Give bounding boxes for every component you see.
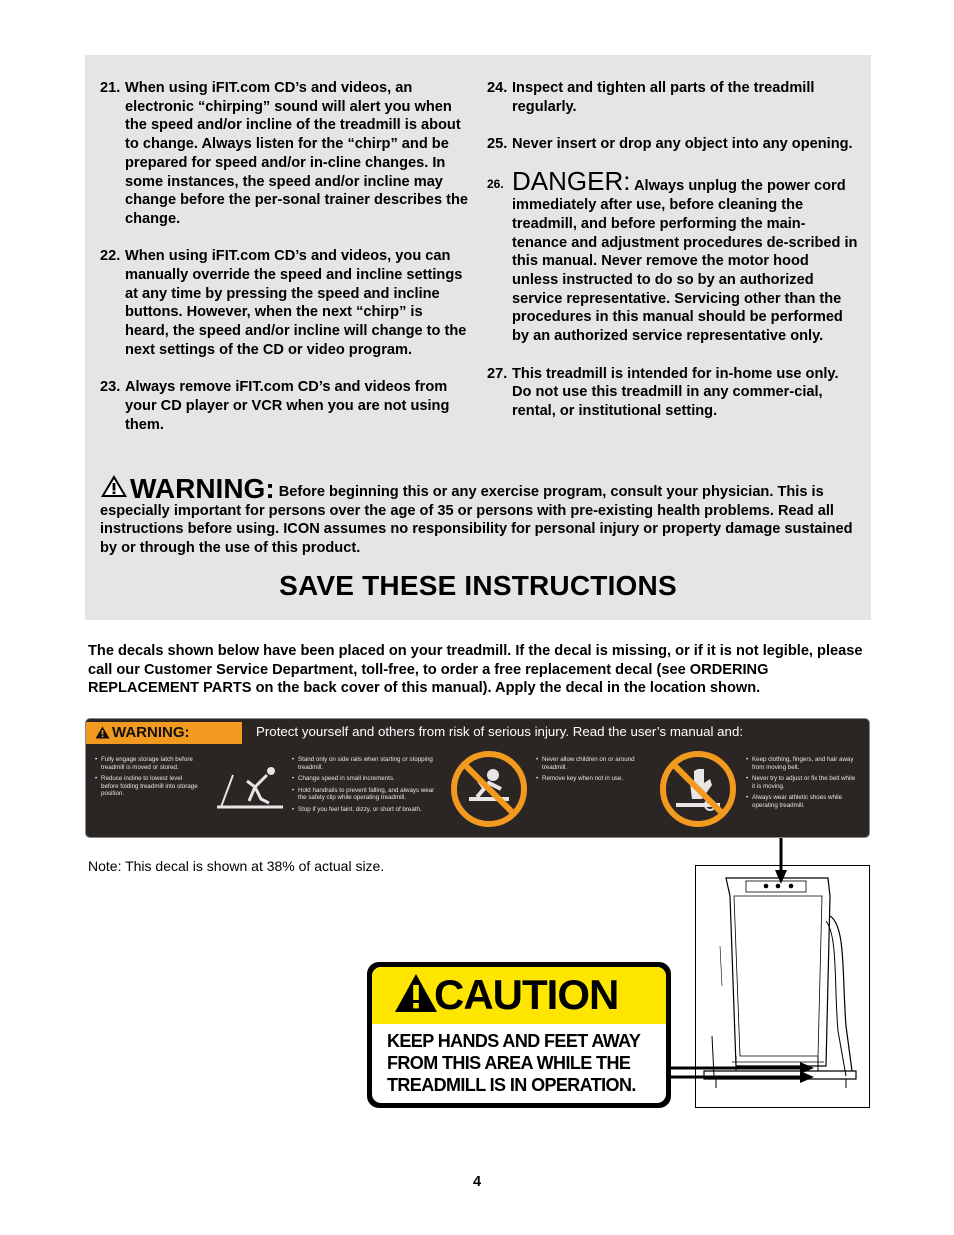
caution-text: KEEP HANDS AND FEET AWAY FROM THIS AREA WHILE THE TREADMILL IS IN OPERATION. [387, 1031, 640, 1095]
danger-text: Always unplug the power cord immediately after use, before cleaning the treadmill, and before performing the main-tenance and adjustment procedures de-scribed in this manual. Never remove the motor hood unless instructed to do so by an authorized service representative. Servicing other than the procedures in this manual should be performed by an authorized service representative only. [512, 178, 858, 345]
danger-heading: DANGER: [512, 166, 631, 197]
decal-list-item: • Always wear athletic shoes while operating treadmill. [746, 794, 856, 809]
decal-list-item: • Never allow children on or around treadmill. [536, 756, 648, 771]
decal-list-storage [95, 756, 199, 802]
item-number: 21. [100, 80, 121, 96]
decal-list-item: • Hold handrails to prevent falling, and always wear the safety clip while operating treadmill. [292, 787, 442, 802]
danger-item [487, 166, 859, 345]
decal-list-item: • Reduce incline to lowest level before folding treadmill into storage position. [95, 775, 199, 798]
item-text: When using iFIT.com CD’s and videos, an electronic “chirping” sound will alert you when the speed and/or incline of the treadmill is about to change. Always listen for the “chirp” and be prepared for speed and/or in-cline changes. In some instances, the speed and/or incline may change before the per-sonal trainer describes the change. [125, 80, 469, 227]
warning-paragraph [100, 474, 860, 558]
item-number: 24. [487, 80, 508, 96]
warning-triangle-icon [394, 973, 438, 1013]
item-number: 23. [100, 379, 121, 396]
warning-triangle-icon [95, 726, 110, 739]
item-text: Inspect and tighten all parts of the treadmill regularly. [512, 80, 815, 115]
decal-header-text: Protect yourself and others from risk of serious injury. Read the user’s manual and: [256, 724, 744, 739]
decal-list-operation [292, 756, 442, 818]
no-hands-near-belt-icon [658, 749, 738, 829]
item-text: Never insert or drop any object into any opening. [512, 136, 853, 153]
decal-list-item: • Never try to adjust or fix the belt while it is moving. [746, 775, 856, 790]
falling-person-icon [211, 757, 291, 823]
no-children-icon [449, 749, 529, 829]
decals-intro-text: The decals shown below have been placed on your treadmill. If the decal is missing, or if it is not legible, please call our Customer Service Department, toll-free, to order a free replacement decal (see ORDERING REPLACEMENT PARTS on the back cover of this manual). Apply the decal in the location shown. [88, 643, 863, 696]
instruction-item [100, 79, 470, 229]
decal-list-children [536, 756, 648, 787]
item-text [512, 166, 859, 345]
item-number: 25. [487, 136, 508, 153]
page-number: 4 [472, 1174, 482, 1190]
warning-text: Before beginning this or any exercise program, consult your physician. This is especially important for persons over the age of 35 or persons with pre-existing health problems. Read all instructions before using. ICON assumes no responsibility for personal injury or property damage sustained by or through the use of this product. [100, 484, 853, 557]
instructions-right-column [487, 79, 859, 439]
decal-list-item: • Keep clothing, fingers, and hair away from moving belt. [746, 756, 856, 771]
decal-list-item: • Stand only on side rails when starting or stopping treadmill. [292, 756, 442, 771]
decal-list-item: • Stop if you feel faint, dizzy, or short of breath. [292, 806, 442, 814]
decal-list-item: • Remove key when not in use. [536, 775, 648, 783]
item-text: Always remove iFIT.com CD’s and videos from your CD player or VCR when you are not using them. [125, 379, 450, 433]
decal-badge-label: WARNING: [112, 724, 190, 741]
instruction-item [487, 135, 859, 154]
decal-size-note: Note: This decal is shown at 38% of actual size. [88, 858, 385, 874]
caution-header-band [372, 967, 666, 1024]
caution-decal [367, 962, 671, 1108]
instructions-left-column [100, 79, 470, 453]
decal-warning-badge [86, 722, 242, 744]
instruction-item [100, 247, 470, 359]
decal-list-item: • Fully engage storage latch before treadmill is moved or stored. [95, 756, 199, 771]
item-text: When using iFIT.com CD’s and videos, you can manually override the speed and incline settings at any time by pressing the speed and incline buttons. However, when the next “chirp” is heard, the speed and/or incline will change to the next settings of the CD or video program. [125, 248, 467, 358]
caution-decal-body [372, 967, 666, 1103]
item-text: This treadmill is intended for in-home use only. Do not use this treadmill in any commer-cial, rental, or institutional setting. [512, 365, 839, 419]
warning-triangle-icon [100, 474, 128, 498]
instruction-item [487, 365, 859, 421]
item-number: 27. [487, 365, 508, 382]
caution-heading: CAUTION [434, 971, 619, 1018]
folded-treadmill-icon [696, 866, 869, 1107]
instruction-item [100, 378, 470, 434]
item-number: 26. [487, 177, 504, 192]
warning-decal [85, 718, 870, 838]
item-number: 22. [100, 248, 121, 265]
treadmill-illustration [695, 865, 870, 1108]
instruction-item [487, 79, 859, 116]
decal-list-belt [746, 756, 856, 814]
warning-heading: WARNING: [130, 473, 275, 504]
save-instructions-title: SAVE THESE INSTRUCTIONS [279, 570, 677, 601]
decal-list-item: • Change speed in small increments. [292, 775, 442, 783]
